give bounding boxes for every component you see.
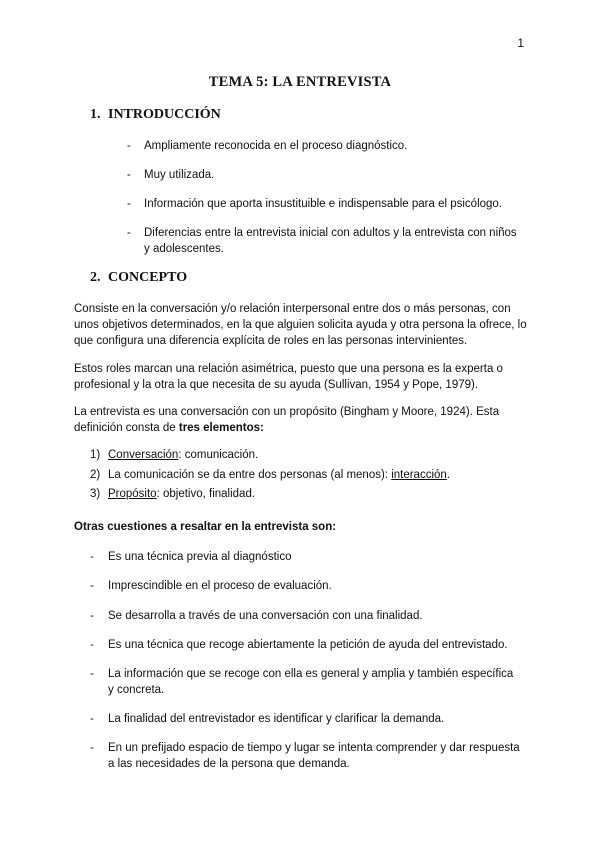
list-item [90, 608, 530, 624]
list-item [90, 711, 530, 727]
paragraph: Estos roles marcan una relación asimétrica, puesto que una persona es la experta o profesional y la otra la que necesita de su ayuda (Sullivan, 1954 y Pope, 1979). [74, 363, 503, 391]
bullet-dash: - [127, 198, 131, 210]
document-title: TEMA 5: LA ENTREVISTA [208, 74, 392, 90]
bullet-dash: - [127, 140, 131, 152]
list-item-text: Información que aporta insustituible e indispensable para el psicólogo. [144, 198, 503, 210]
item-text: Propósito: objetivo, finalidad. [108, 488, 256, 500]
list-item-text: Se desarrolla a través de una conversación con una finalidad. [108, 610, 423, 622]
bullet-dash: - [90, 639, 94, 651]
item-text: Conversación: comunicación. [108, 449, 259, 461]
underlined-term: Conversación [108, 449, 179, 461]
list-item [90, 578, 530, 594]
numbered-item [90, 447, 530, 463]
numbered-item [90, 467, 530, 483]
list-item-text: La finalidad del entrevistador es identificar y clarificar la demanda. [108, 713, 445, 725]
list-item-text: Ampliamente reconocida en el proceso diagnóstico. [144, 140, 408, 152]
item-text: La comunicación se da entre dos personas (al menos): interacción. [108, 469, 451, 481]
paragraph: Consiste en la conversación y/o relación interpersonal entre dos o más personas, con unos objetivos determinados, en la que alguien solicita ayuda y otra persona la ofrece, lo que configura una diferencia explícita de roles en las personas intervinientes. [74, 303, 527, 347]
bullet-dash: - [127, 169, 131, 181]
list-item-text: Muy utilizada. [144, 169, 215, 181]
list-item [127, 196, 527, 212]
section-number: 1. [90, 107, 101, 122]
list-item [90, 549, 530, 565]
section-title: CONCEPTO [108, 270, 188, 285]
section-title: INTRODUCCIÓN [108, 107, 221, 122]
bullet-dash: - [127, 227, 131, 239]
bold-text: tres elementos: [178, 422, 264, 434]
list-item [127, 225, 527, 257]
item-number: 2) [90, 469, 101, 481]
page-number: 1 [517, 36, 524, 50]
paragraph [74, 404, 534, 436]
list-item [90, 637, 530, 653]
paragraph-text: La entrevista es una conversación con un propósito (Bingham y Moore, 1924). Esta definición consta de [74, 406, 500, 434]
section-number: 2. [90, 270, 101, 285]
list-item-text: La información que se recoge con ella es general y amplia y también específica y concreta. [108, 668, 514, 696]
section-heading-introduccion [90, 107, 221, 123]
list-item-text: En un prefijado espacio de tiempo y lugar se intenta comprender y dar respuesta a las necesidades de la persona que demanda. [108, 742, 520, 770]
bullet-dash: - [90, 713, 94, 725]
numbered-item [90, 486, 530, 502]
list-item [90, 666, 530, 698]
list-item [127, 167, 527, 183]
item-number: 1) [90, 449, 101, 461]
list-item-text: Es una técnica que recoge abiertamente la petición de ayuda del entrevistado. [108, 639, 508, 651]
section-heading-concepto [90, 270, 187, 286]
list-item [127, 138, 527, 154]
item-number: 3) [90, 488, 101, 500]
bullet-dash: - [90, 610, 94, 622]
list-item-text: Es una técnica previa al diagnóstico [108, 551, 292, 563]
list-item-text: Imprescindible en el proceso de evaluación. [108, 580, 332, 592]
underlined-term: Propósito [108, 488, 157, 500]
bullet-dash: - [90, 742, 94, 754]
list-item-text: Diferencias entre la entrevista inicial con adultos y la entrevista con niños y adolescentes. [144, 227, 517, 255]
bullet-dash: - [90, 668, 94, 680]
bullet-dash: - [90, 551, 94, 563]
subheading: Otras cuestiones a resaltar en la entrevista son: [74, 521, 337, 533]
bullet-dash: - [90, 580, 94, 592]
list-item [90, 740, 530, 772]
underlined-term: interacción [391, 469, 447, 481]
